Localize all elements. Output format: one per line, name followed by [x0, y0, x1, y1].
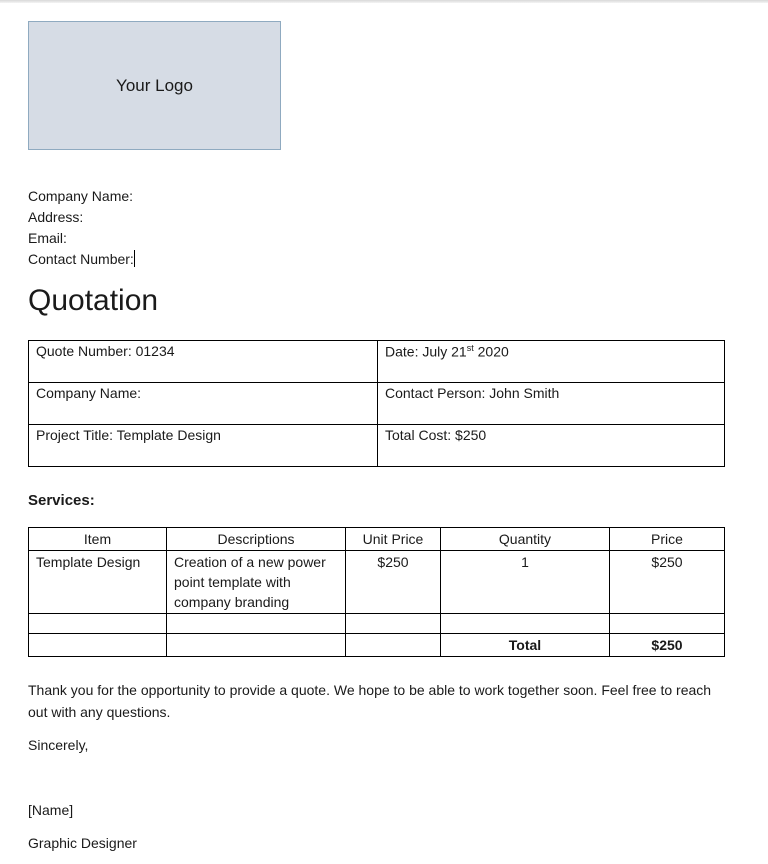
header-price: Price — [610, 528, 725, 551]
signer-role: Graphic Designer — [28, 835, 137, 851]
header-quantity: Quantity — [441, 528, 610, 551]
date-ordinal: st — [466, 343, 474, 353]
empty-cell[interactable] — [167, 614, 346, 634]
contact-number-label: Contact Number: — [28, 251, 134, 267]
sign-off: Sincerely, — [28, 737, 89, 753]
document-title: Quotation — [28, 284, 159, 317]
contact-person-cell[interactable]: Contact Person: John Smith — [378, 383, 725, 425]
logo-placeholder — [28, 21, 281, 150]
table-row-empty — [29, 614, 725, 634]
header-item: Item — [29, 528, 167, 551]
company-name-label: Company Name: — [28, 188, 134, 204]
total-label: Total — [441, 634, 610, 657]
empty-cell[interactable] — [167, 634, 346, 657]
table-row — [29, 551, 725, 614]
window-top-edge — [0, 0, 768, 3]
date-text: Date: July 21 — [385, 343, 467, 360]
empty-cell[interactable] — [346, 634, 441, 657]
empty-cell[interactable] — [441, 614, 610, 634]
signer-name: [Name] — [28, 802, 74, 818]
quote-meta-table — [28, 340, 725, 467]
services-table — [28, 527, 725, 657]
header-unit-price: Unit Price — [346, 528, 441, 551]
price-cell[interactable]: $250 — [610, 551, 725, 614]
address-label: Address: — [28, 209, 84, 225]
services-heading: Services: — [28, 492, 95, 509]
email-label: Email: — [28, 230, 67, 246]
item-cell[interactable]: Template Design — [29, 551, 167, 614]
quote-number-cell[interactable]: Quote Number: 01234 — [29, 341, 378, 383]
closing-message: Thank you for the opportunity to provide a quote. We hope to be able to work together soon. Feel free to reach out with any questions. — [28, 682, 712, 720]
company-info — [28, 186, 135, 270]
total-value: $250 — [610, 634, 725, 657]
project-title-cell[interactable]: Project Title: Template Design — [29, 425, 378, 467]
unit-price-cell[interactable]: $250 — [346, 551, 441, 614]
empty-cell[interactable] — [29, 634, 167, 657]
total-cost-cell[interactable]: Total Cost: $250 — [378, 425, 725, 467]
text-cursor — [134, 250, 135, 267]
header-descriptions: Descriptions — [167, 528, 346, 551]
description-cell[interactable]: Creation of a new power point template with company branding — [167, 551, 346, 614]
total-row — [29, 634, 725, 657]
empty-cell[interactable] — [610, 614, 725, 634]
company-name-cell[interactable]: Company Name: — [29, 383, 378, 425]
contact-number-line[interactable] — [28, 249, 135, 270]
logo-text: Your Logo — [116, 75, 193, 95]
quantity-cell[interactable]: 1 — [441, 551, 610, 614]
date-year: 2020 — [473, 343, 509, 360]
empty-cell[interactable] — [346, 614, 441, 634]
date-cell[interactable] — [378, 341, 725, 383]
empty-cell[interactable] — [29, 614, 167, 634]
